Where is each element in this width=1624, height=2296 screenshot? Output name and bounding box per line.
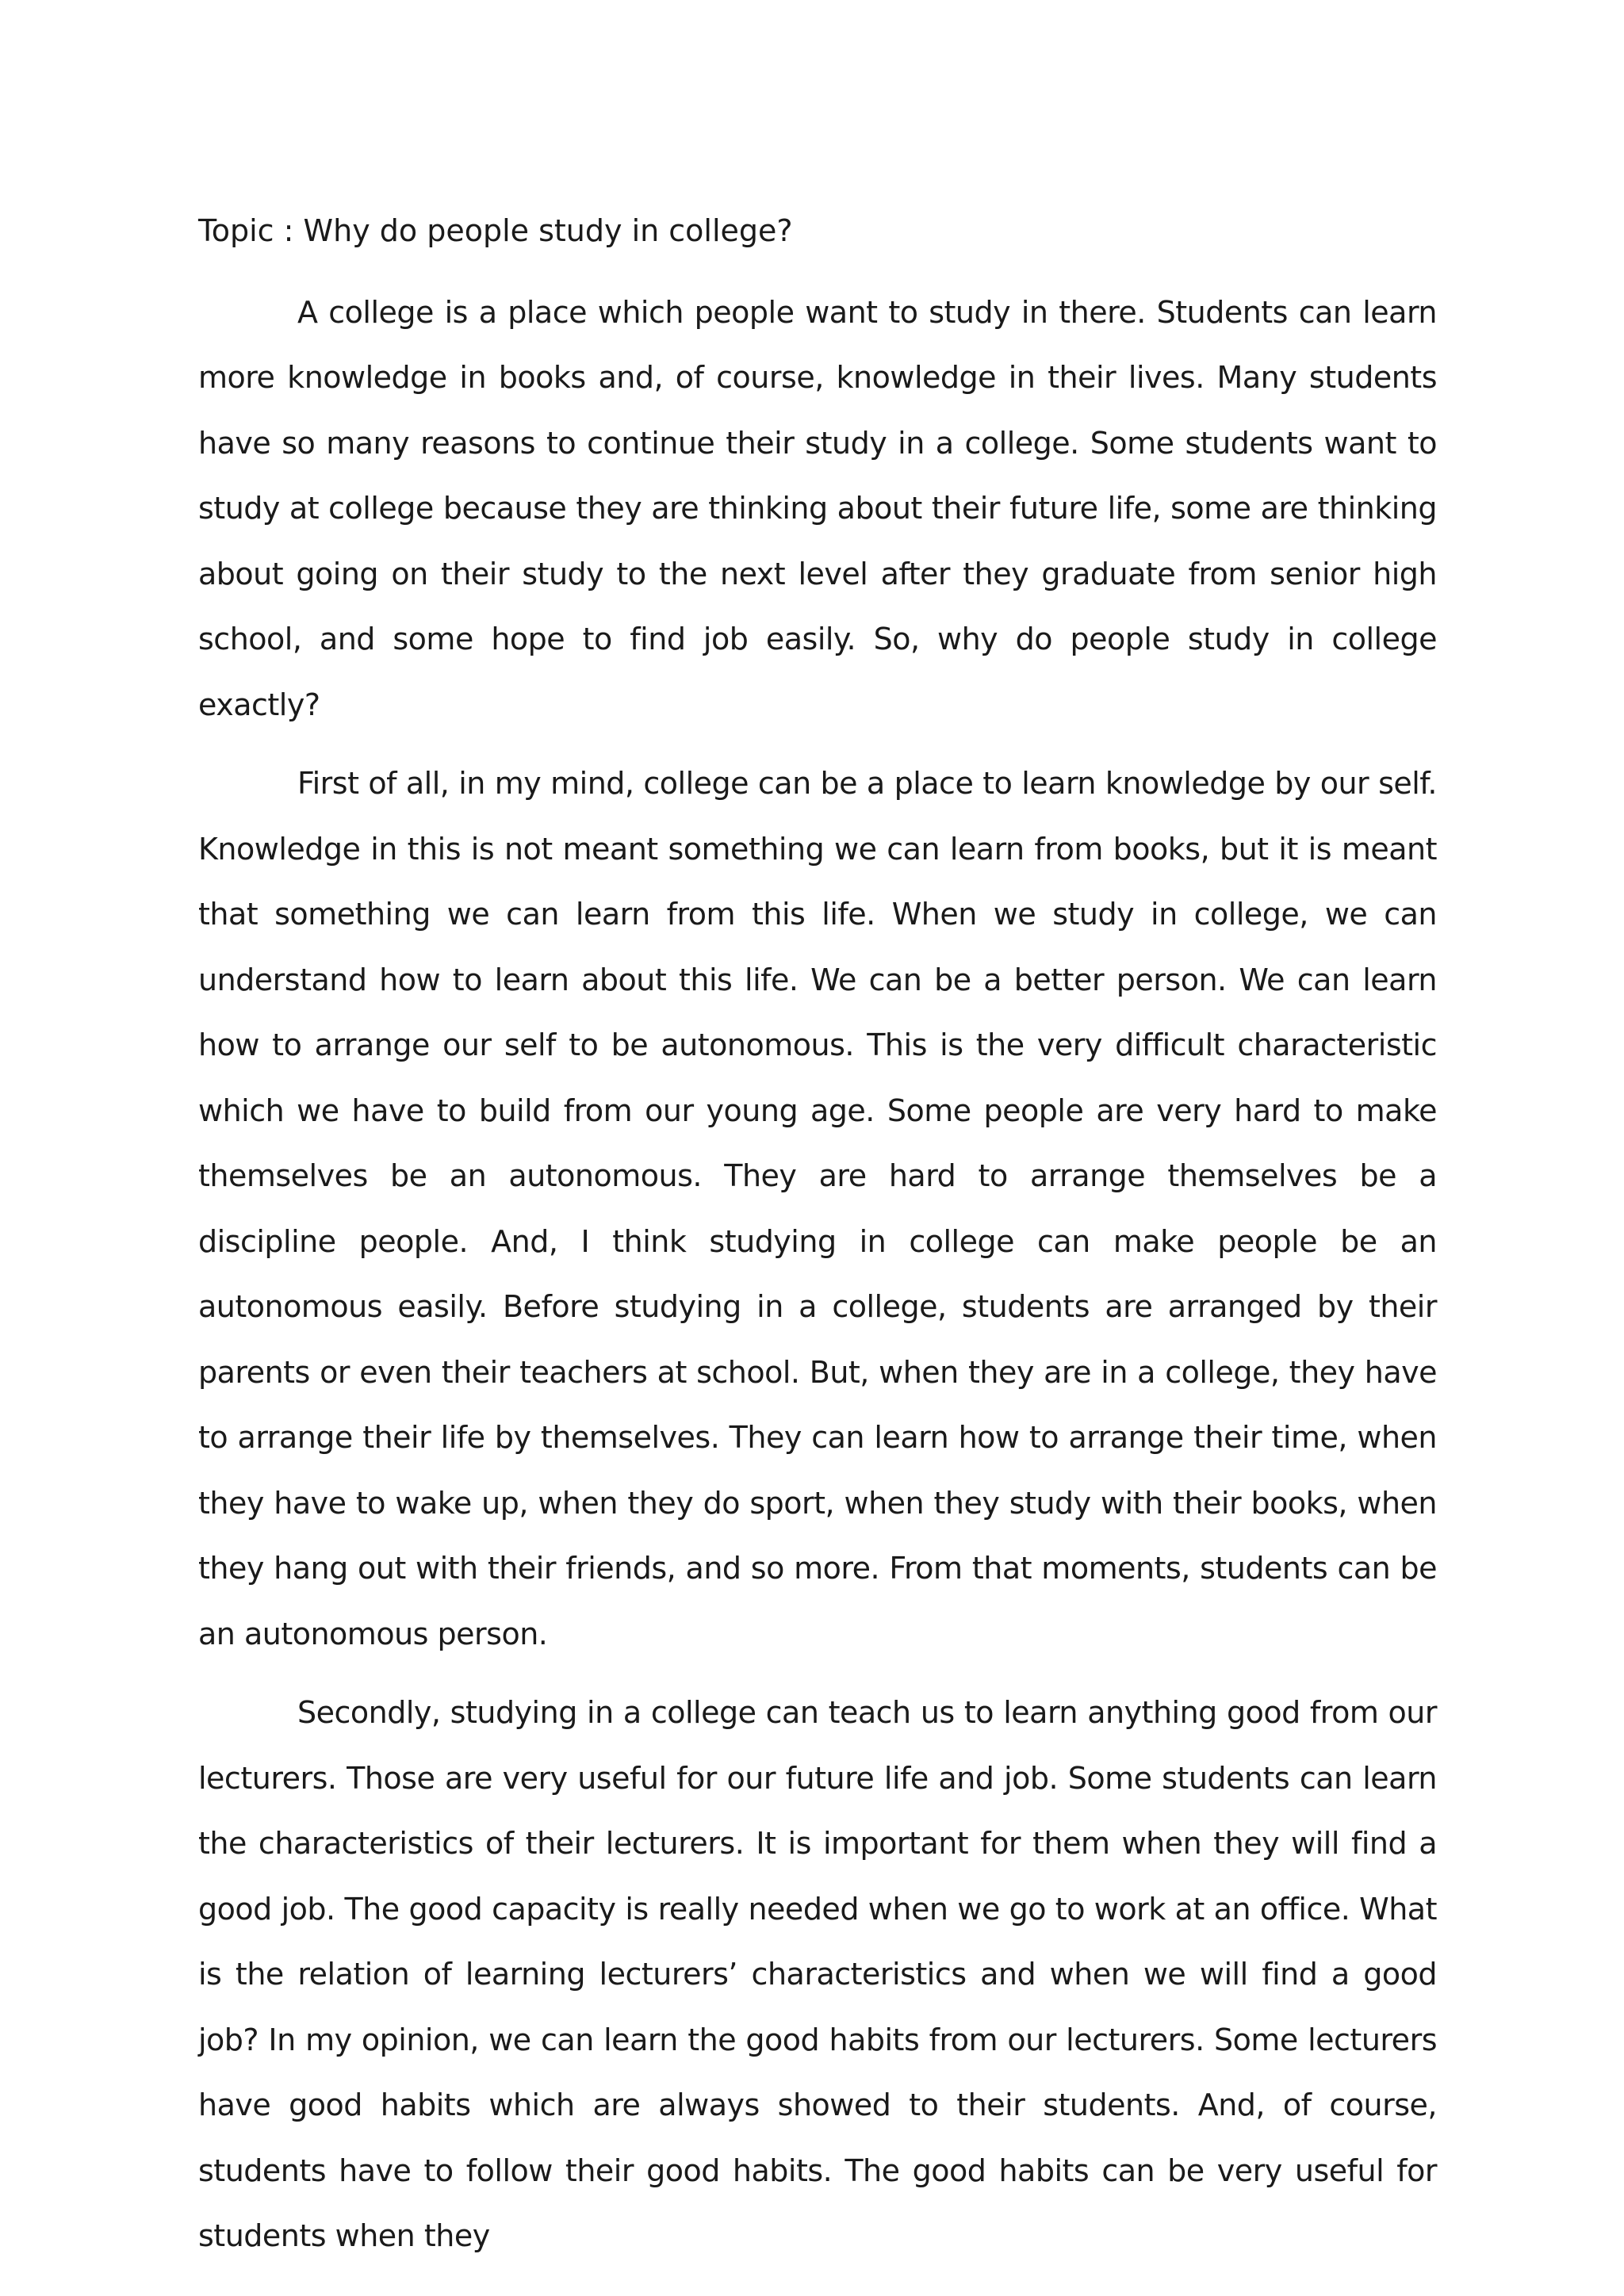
paragraph-introduction: A college is a place which people want to study in there. Students can learn more knowledge in books and, of course, knowledge in their lives. Many students have so many reasons to continue their study in a college. Some students want to study at college because they are thinking about their future life, some are thinking about going on their study to the next level after they graduate from senior high school, and some hope to find job easily. So, why do people study in college exactly? xyxy=(198,294,1437,722)
paragraph-second-reason: Secondly, studying in a college can teach us to learn anything good from our lecturers. Those are very useful for our future life and job. Some students can learn the characteristics of their lecturers. It is important for them when they will find a good job. The good capacity is really needed when we go to work at an office. What is the relation of learning lecturers’ characteristics and when we will find a good job? In my opinion, we can learn the good habits from our lecturers. Some lecturers have good habits which are always showed to their students. And, of course, students have to follow their good habits. The good habits can be very useful for students when they xyxy=(198,1695,1437,2253)
paragraph-first-reason: First of all, in my mind, college can be a place to learn knowledge by our self. Knowledge in this is not meant something we can learn from books, but it is meant that something we can learn from this life. When we study in college, we can understand how to learn about this life. We can be a better person. We can learn how to arrange our self to be autonomous. This is the very difficult characteristic which we have to build from our young age. Some people are very hard to make themselves be an autonomous. They are hard to arrange themselves be a discipline people. And, I think studying in college can make people be an autonomous easily. Before studying in a college, students are arranged by their parents or even their teachers at school. But, when they are in a college, they have to arrange their life by themselves. They can learn how to arrange their time, when they have to wake up, when they do sport, when they study with their books, when they hang out with their friends, and so more. From that moments, students can be an autonomous person. xyxy=(198,766,1437,1651)
document-page xyxy=(198,198,1437,2283)
topic-heading: Topic : Why do people study in college? xyxy=(198,213,793,248)
